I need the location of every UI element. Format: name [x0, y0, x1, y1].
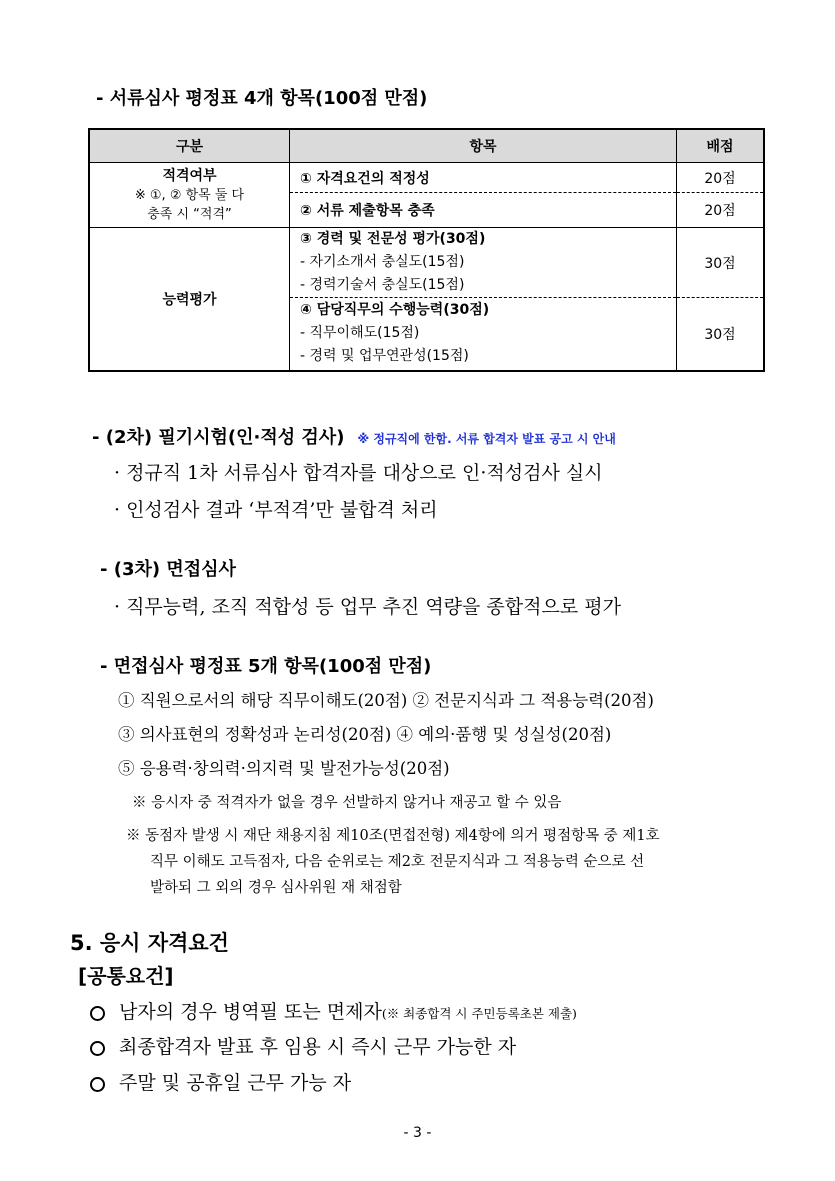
circle-bullet-icon — [90, 1077, 105, 1092]
group1-title: 적격여부 — [162, 168, 217, 184]
written-note: ※ 정규직에 한함. 서류 합격자 발표 공고 시 안내 — [357, 432, 616, 446]
requirement-1-text: 남자의 경우 병역필 또는 면제자 — [119, 1001, 382, 1023]
group1-note-line1: ※ ①, ② 항목 둘 다 — [134, 188, 245, 203]
interview-eval-line-3: ⑤ 응용력·창의력·의지력 및 발전가능성(20점) — [118, 759, 450, 778]
group2-item4-sub1: - 직무이해도(15점) — [300, 325, 420, 342]
interview-heading: - (3차) 면접심사 — [100, 559, 236, 580]
group2-item3-sub2: - 경력기술서 충실도(15점) — [300, 277, 465, 293]
group1-item2-score: 20점 — [677, 193, 765, 228]
requirement-item-1 — [90, 997, 577, 1024]
table-header-category: 구분 — [89, 129, 290, 163]
group2-item4-label: ④ 담당직무의 수행능력(30점) — [300, 302, 490, 319]
group1-item1-label: ① 자격요건의 적정성 — [290, 163, 677, 193]
group2-title: 능력평가 — [89, 228, 290, 371]
interview-eval-heading: - 면접심사 평정표 5개 항목(100점 만점) — [100, 656, 432, 677]
interview-eval-note-2-line-3: 발하되 그 외의 경우 심사위원 재 채점함 — [150, 880, 402, 896]
interview-bullet: · 직무능력, 조직 적합성 등 업무 추진 역량을 종합적으로 평가 — [114, 596, 621, 618]
interview-eval-line-2: ③ 의사표현의 정확성과 논리성(20점) ④ 예의·품행 및 성실성(20점) — [118, 725, 612, 744]
written-heading: - (2차) 필기시험(인·적성 검사) — [92, 427, 345, 448]
interview-eval-note-2-line-2: 직무 이해도 고득점자, 다음 순위로는 제2호 전문지식과 그 적용능력 순으로 선 — [150, 854, 645, 870]
doc-eval-heading: - 서류심사 평정표 4개 항목(100점 만점) — [96, 88, 428, 109]
requirement-1-note: (※ 최종합격 시 주민등록초본 제출) — [381, 1006, 577, 1021]
group1-item1-score: 20점 — [704, 170, 736, 187]
written-bullet-2: · 인성검사 결과 ‘부적격’만 불합격 처리 — [114, 499, 438, 521]
requirement-3-text: 주말 및 공휴일 근무 가능 자 — [119, 1072, 352, 1094]
page-number: - 3 - — [403, 1125, 432, 1141]
circle-bullet-icon — [90, 1006, 105, 1021]
table-header-item: 항목 — [290, 129, 677, 163]
section5-subtitle: [공통요건] — [78, 964, 174, 988]
interview-eval-note-1: ※ 응시자 중 적격자가 없을 경우 선발하지 않거나 재공고 할 수 있음 — [132, 795, 562, 811]
requirement-item-2 — [90, 1032, 516, 1059]
interview-eval-line-1: ① 직원으로서의 해당 직무이해도(20점) ② 전문지식과 그 적용능력(20점) — [118, 691, 654, 710]
written-heading-row — [92, 423, 616, 449]
written-bullet-1: · 정규직 1차 서류심사 합격자를 대상으로 인·적성검사 실시 — [114, 462, 603, 484]
group1-item2-label: ② 서류 제출항목 충족 — [290, 193, 677, 228]
requirement-item-3 — [90, 1068, 351, 1095]
doc-eval-table — [88, 128, 765, 372]
requirement-2-text: 최종합격자 발표 후 임용 시 즉시 근무 가능한 자 — [119, 1036, 517, 1058]
group1-cell — [89, 163, 290, 228]
group2-item4 — [290, 298, 677, 371]
group2-item3-score: 30점 — [677, 228, 765, 298]
group2-item3-sub1: - 자기소개서 충실도(15점) — [300, 254, 465, 270]
group2-item3-label: ③ 경력 및 전문성 평가(30점) — [300, 231, 486, 247]
group1-note-line2: 충족 시 “적격” — [147, 207, 232, 222]
group2-item3 — [290, 228, 677, 298]
circle-bullet-icon — [90, 1041, 105, 1056]
interview-eval-note-2-line-1: ※ 동점자 발생 시 재단 채용지침 제10조(면접전형) 제4항에 의거 평점항목 중 제1호 — [126, 828, 660, 844]
group2-item4-score: 30점 — [677, 298, 765, 371]
section5-title: 5. 응시 자격요건 — [70, 931, 229, 955]
table-header-score: 배점 — [677, 129, 765, 163]
group2-item4-sub2: - 경력 및 업무연관성(15점) — [300, 348, 469, 365]
